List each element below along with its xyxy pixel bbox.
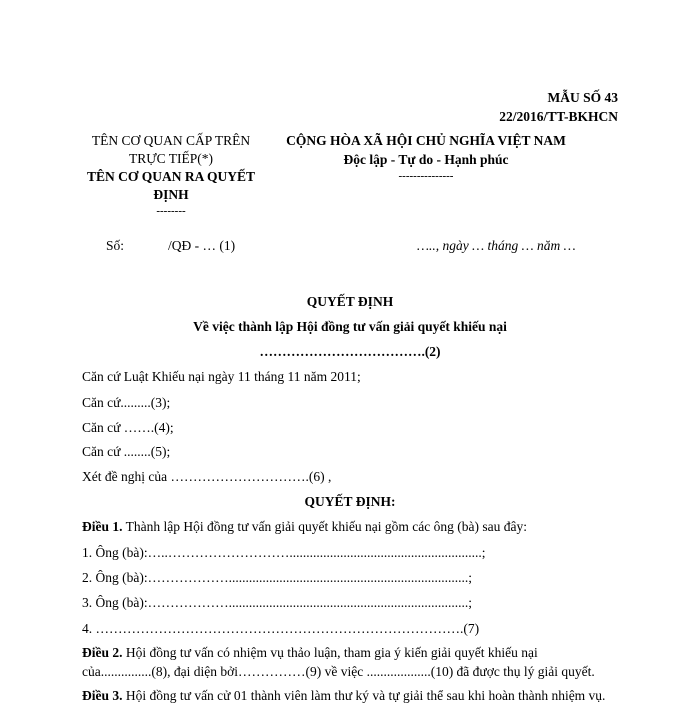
national-motto: Độc lập - Tự do - Hạnh phúc [343, 152, 509, 167]
motto-divider: --------------- [398, 170, 454, 182]
basis-law: Căn cứ Luật Khiếu nại ngày 11 tháng 11 năm 2011; [82, 369, 361, 384]
agency-superior-line1: TÊN CƠ QUAN CẤP TRÊN [91, 133, 251, 148]
proposal-line: Xét đề nghị của ………………………….(6) , [82, 469, 332, 484]
document-heading: QUYẾT ĐỊNH [306, 294, 394, 309]
basis-item: Căn cứ.........(3); [82, 395, 171, 410]
article-2-label: Điều 2. [82, 645, 123, 660]
country-name: CỘNG HÒA XÃ HỘI CHỦ NGHĨA VIỆT NAM [286, 133, 566, 148]
article-2-line2: của...............(8), đại diện bởi……………(9) về việc ...................(10) đã được thụ lý giải quyết. [82, 664, 595, 679]
member-line: 3. Ông (bà):……………….......................................................................; [82, 595, 472, 610]
article-3-line1: Hội đồng tư vấn cử 01 thành viên làm thư ký và tự giải thể sau khi hoàn thành nhiệm vụ. [122, 688, 606, 703]
form-code: MẪU SỐ 43 [547, 90, 618, 105]
circular-number: 22/2016/TT-BKHCN [499, 109, 618, 124]
number-label: Số: [106, 238, 125, 253]
date-line: ….., ngày … tháng … năm … [417, 238, 576, 253]
member-line: 1. Ông (bà):…..……………………….........................................................; [82, 545, 486, 560]
basis-item: Căn cứ …….(4); [82, 420, 174, 435]
article-1-label: Điều 1. [82, 519, 123, 534]
subject-placeholder: ……………………………….(2) [259, 344, 441, 359]
article-3 [82, 688, 605, 704]
article-1 [82, 519, 527, 535]
member-line: 2. Ông (bà):……………….......................................................................; [82, 570, 472, 585]
agency-divider: -------- [156, 205, 186, 217]
agency-issuer-line2: ĐỊNH [153, 187, 189, 202]
basis-item: Căn cứ ........(5); [82, 444, 171, 459]
article-2 [82, 645, 538, 661]
article-2-line1: Hội đồng tư vấn có nhiệm vụ thảo luận, tham gia ý kiến giải quyết khiếu nại [122, 645, 538, 660]
decision-heading: QUYẾT ĐỊNH: [304, 494, 396, 509]
document-subject: Về việc thành lập Hội đồng tư vấn giải quyết khiếu nại [193, 319, 507, 334]
member-line: 4. ……………………………………………………………………….(7) [82, 621, 480, 636]
article-3-label: Điều 3. [82, 688, 123, 703]
agency-issuer-line1: TÊN CƠ QUAN RA QUYẾT [86, 169, 256, 184]
agency-superior-line2: TRỰC TIẾP(*) [128, 151, 214, 166]
article-1-text: Thành lập Hội đồng tư vấn giải quyết khiếu nại gồm các ông (bà) sau đây: [122, 519, 527, 534]
number-value: /QĐ - … (1) [168, 238, 236, 253]
